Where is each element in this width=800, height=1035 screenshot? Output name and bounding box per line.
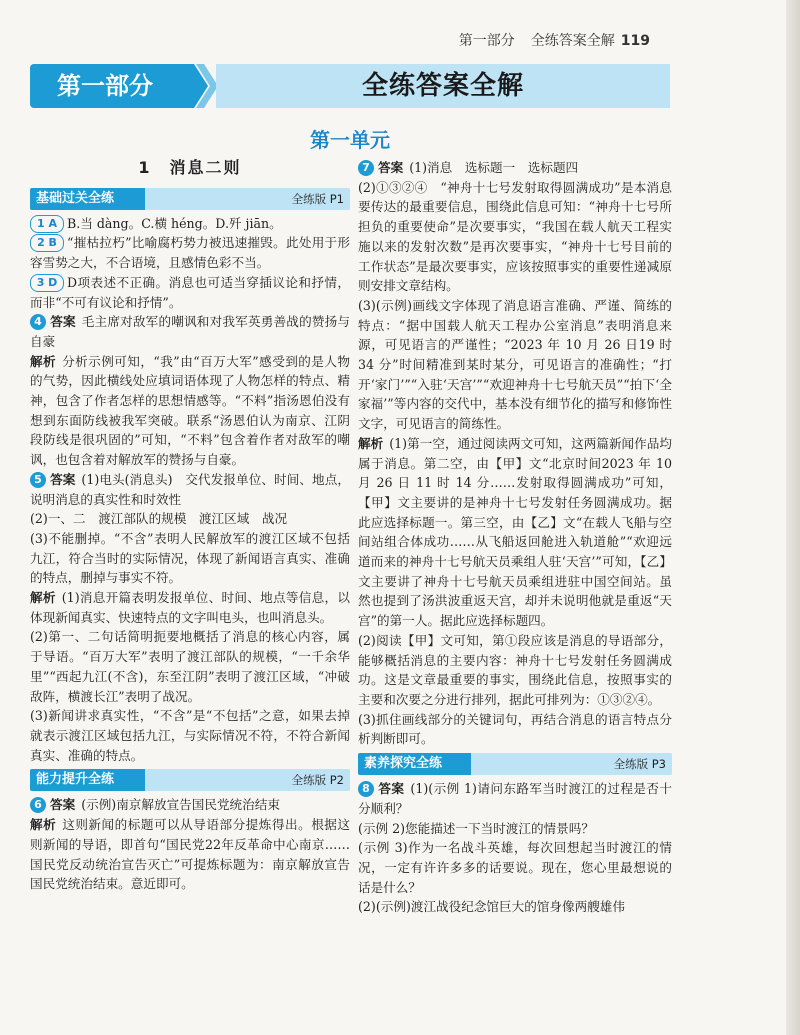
section-name: 基础过关全练 [36,190,115,206]
answer-text: (1)电头(消息头) 交代发报单位、时间、地点，说明消息的真实性和时效性 [30,471,350,507]
unit-title: 第一单元 [310,128,390,152]
analysis-text: 这则新闻的标题可以从导语部分提炼得出。根据这则新闻的导语，即首句“国民党22年反革命中心南京……国民党反动统治宣告灭亡”可提炼标题为：南京解放宣告国民党统治结束。意近即可。 [30,817,351,892]
question-text: B.当 dàng。C.横 héng。D.歼 jiān。 [67,215,282,231]
answer-text: (1)消息 选标题一 选标题四 [409,160,579,175]
answer-line: (示例 2)您能描述一下当时渡江的情景吗？ [358,820,594,836]
chevron-decoration-icon [180,64,220,108]
question-5 [30,470,350,509]
running-head-part: 第一部分 [458,33,515,49]
answer-line: (示例 3)作为一名战斗英雄，每次回想起当时渡江的情况，一定有许许多多的话要说。现在，您心里最想说的话是什么？ [358,840,672,895]
answer-label: 答案 [50,471,76,487]
answer-line: (2)①③②④ “神舟十七号发射取得圆满成功”是本消息要传达的最重要信息，围绕此信息可知：“神舟十七号所担负的重要使命”是次要事实，“我国在载人航天工程实施以来的发射次数”是再次要事实，“神舟十七号目前的工作状态”是最次要事实，应该按照事实的重要性递减原则安排文章结构。 [358,179,672,294]
analysis-text: (1)消息开篇表明发报单位、时间、地点等信息，以体现新闻真实、快速特点的文字叫电头，也叫消息头。 [30,590,351,625]
question-4 [30,312,350,351]
analysis-line: (3)新闻讲求真实性，“不含”是“不包括”之意，如果去掉就表示渡江区域包括九江，与实际情况不符，不符合新闻真实、准确的特点。 [30,708,350,763]
answer-label: 答案 [50,314,76,330]
banner-part-label: 第一部分 [30,64,180,108]
section-name: 能力提升全练 [36,772,115,788]
question-number: 2 B [30,234,64,252]
question-1 [30,214,350,234]
right-column [358,158,672,917]
analysis-paragraph [30,588,350,627]
analysis-label: 解析 [30,353,57,369]
analysis-text: 分析示例可知，“我”由“百万大军”感受到的是人物的气势，因此横线处应填词语体现了人物怎样的特点、精神，包含了作者怎样的思想情感等。“不料”指汤恩伯没有想到东面防线被我军突破。联系“汤恩伯认为南京、江阴段防线是很巩固的”可知，“不料”包含着作者对敌军的嘲讽，也包含着对解放军的赞扬与自豪。 [30,353,351,468]
question-8 [358,779,672,818]
analysis-label: 解析 [358,435,384,451]
running-head [459,30,650,50]
answer-label: 答案 [50,797,76,813]
question-text: D项表述不正确。消息也可适当穿插议论和抒情，而非“不可有议论和抒情”。 [30,274,350,310]
question-number: 4 [30,314,46,330]
part-banner [30,64,670,108]
analysis-line: (2)阅读【甲】文可知，第①段应该是消息的导语部分，能够概括消息的主要内容：神舟十七号发射任务圆满成功。这是文章最重要的事实，围绕此信息，按照事实的主要和次要之分进行排列，据此可排列为：①③②④。 [358,632,672,707]
section-bar-literacy [358,753,672,775]
analysis-paragraph [30,815,350,894]
answer-text: 毛主席对敌军的嘲讽和对我军英勇善战的赞扬与自豪 [30,314,351,349]
question-number: 5 [30,472,46,488]
analysis-line: (3)抓住画线部分的关键词句，再结合消息的语言特点分析判断即可。 [358,711,672,747]
question-text: “摧枯拉朽”比喻腐朽势力被迅速摧毁。此处用于形容雪势之大，不合语境，且感情色彩不当。 [30,235,350,271]
analysis-text: (1)第一空，通过阅读两文可知，这两篇新闻作品均属于消息。第二空，由【甲】文“北京时间2023 年 10 月 26 日 11 时 14 分……发射取得圆满成功”可知，【甲】文主要讲的是神舟十七号发射任务圆满成功。据此应选择标题一。第三空，由【乙】文“在载人飞船与空间站组合体成功……从飞船返回舱进入轨道舱”“欢迎远道而来的神舟十七号航天员乘组人驻‘天宫’”可知，【乙】文主要讲了神舟十七号航天员乘组进驻中国空间站。虽然也提到了汤洪波重返天宫，却并未说明他就是重返“天宫”的第一人。据此应选择标题四。 [358,435,672,629]
question-number: 6 [30,797,46,813]
answer-line: (2)(示例)渡江战役纪念馆巨大的馆身像两艘雄伟 [358,899,625,915]
banner-title: 全练答案全解 [216,64,670,108]
analysis-paragraph [358,434,672,631]
question-number: 7 [358,160,374,176]
section-version: 全练版 P3 [613,757,666,772]
page-edge [786,0,800,1035]
lesson-title: 1 消息二则 [138,158,242,177]
answer-line: (2)一、二 渡江部队的规模 渡江区域 战况 [30,511,288,527]
analysis-line: (2)第一、二句话简明扼要地概括了消息的核心内容，属于导语。“百万大军”表明了渡江部队的规模，“一千余华里”“西起九江(不含)，东至江阴”表明了渡江区域，“冲破敌阵，横渡长江”表明了战况。 [30,629,350,704]
answer-label: 答案 [378,781,405,797]
answer-text: (1)(示例 1)请问东路军当时渡江的过程是否十分顺利？ [358,781,672,816]
answer-label: 答案 [378,160,404,175]
section-version: 全练版 P1 [291,191,344,206]
question-2 [30,233,350,272]
answer-line: (3)(示例)画线文字体现了消息语言准确、严谨、简练的特点：“据中国载人航天工程办公室消息”表明消息来源，可见语言的严谨性；“2023 年 10 月 26 日19 时 34 分”时间精准到某时某分，可见语言的准确性；“打开‘家门’”“入驻‘天宫’”“欢迎神舟十七号航天员”“拍下‘全家福’”等内容的交代中，基本没有细节化的描写和修饰性文字，可见语言的简练性。 [358,297,672,432]
section-bar-ability [30,769,350,791]
question-number: 3 D [30,274,64,292]
analysis-paragraph [30,352,350,470]
page-number: 119 [620,33,650,49]
section-name: 素养探究全练 [364,756,443,772]
section-version: 全练版 P2 [291,773,344,788]
section-bar-basic [30,188,350,210]
analysis-label: 解析 [30,590,56,606]
question-7 [358,158,672,178]
left-column [30,152,350,894]
analysis-label: 解析 [30,817,57,833]
question-number: 1 A [30,215,64,233]
running-head-title: 全练答案全解 [530,33,615,49]
question-3 [30,273,350,312]
question-number: 8 [358,781,374,797]
answer-text: (示例)南京解放宣告国民党统治结束 [81,797,280,813]
answer-line: (3)不能删掉。“不含”表明人民解放军的渡江区域不包括九江，符合当时的实际情况，体现了新闻语言真实、准确的特点，删掉与事实不符。 [30,530,350,586]
question-6 [30,795,350,815]
